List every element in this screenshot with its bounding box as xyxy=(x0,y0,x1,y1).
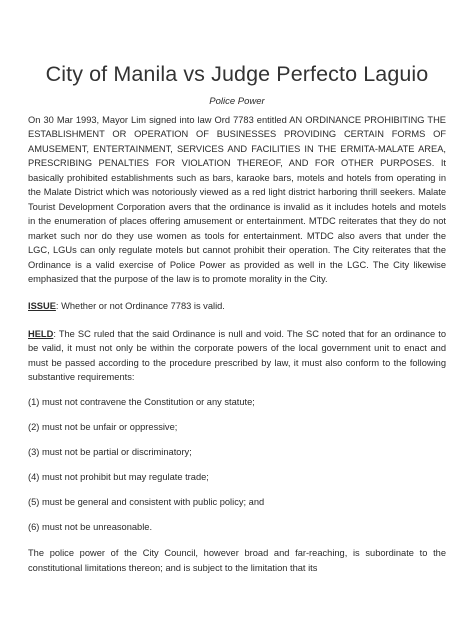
document-body xyxy=(28,113,446,575)
issue-paragraph xyxy=(28,299,446,313)
issue-label: ISSUE xyxy=(28,301,56,312)
document-subtitle: Police Power xyxy=(209,96,265,107)
requirement-item: (3) must not be partial or discriminatory; xyxy=(28,447,192,458)
held-text: : The SC ruled that the said Ordinance is null and void. The SC noted that for an ordinance to be valid, it must not only be within the corporate powers of the local government unit to enact and must be passed according to the procedure prescribed by law, it must also conform to the following substantive requirements: xyxy=(28,328,446,383)
closing-paragraph: The police power of the City Council, however broad and far-reaching, is subordinate to the constitutional limitations thereon; and is subject to the limitation that its xyxy=(28,548,446,573)
requirement-item: (6) must not be unreasonable. xyxy=(28,521,153,532)
document-title: City of Manila vs Judge Perfecto Laguio xyxy=(45,62,429,86)
requirement-item: (5) must be general and consistent with public policy; and xyxy=(28,497,265,508)
document-page xyxy=(28,0,446,632)
held-label: HELD xyxy=(28,328,54,339)
intro-paragraph: On 30 Mar 1993, Mayor Lim signed into law Ord 7783 entitled AN ORDINANCE PROHIBITING THE ESTABLISHMENT OR OPERATION OF BUSINESSES PROVIDING CERTAIN FORMS OF AMUSEMENT, ENTERTAINMENT, SERVICES AND FACILITIES IN THE ERMITA-MALATE AREA, PRESCRIBING PENALTIES FOR VIOLATION THEREOF, AND FOR OTHER PURPOSES. It basically prohibited establishments such as bars, karaoke bars, motels and hotels from operating in the Malate District which was notoriously viewed as a red light district harboring thrill seekers. Malate Tourist Development Corporation avers that the ordinance is invalid as it includes hotels and motels in the enumeration of places offering amusement or entertainment. MTDC reiterates that they do not market such nor do they use women as tools for entertainment. MTDC also avers that under the LGC, LGUs can only regulate motels but cannot prohibit their operation. The City reiterates that the Ordinance is a valid exercise of Police Power as provided as well in the LGC. The City likewise emphasized that the purpose of the law is to promote morality in the City. xyxy=(28,115,446,284)
issue-text: : Whether or not Ordinance 7783 is valid. xyxy=(55,301,225,312)
requirement-item: (2) must not be unfair or oppressive; xyxy=(28,422,178,433)
held-paragraph xyxy=(28,327,446,385)
requirement-item: (4) must not prohibit but may regulate trade; xyxy=(28,472,209,483)
requirement-item: (1) must not contravene the Constitution or any statute; xyxy=(28,397,255,408)
